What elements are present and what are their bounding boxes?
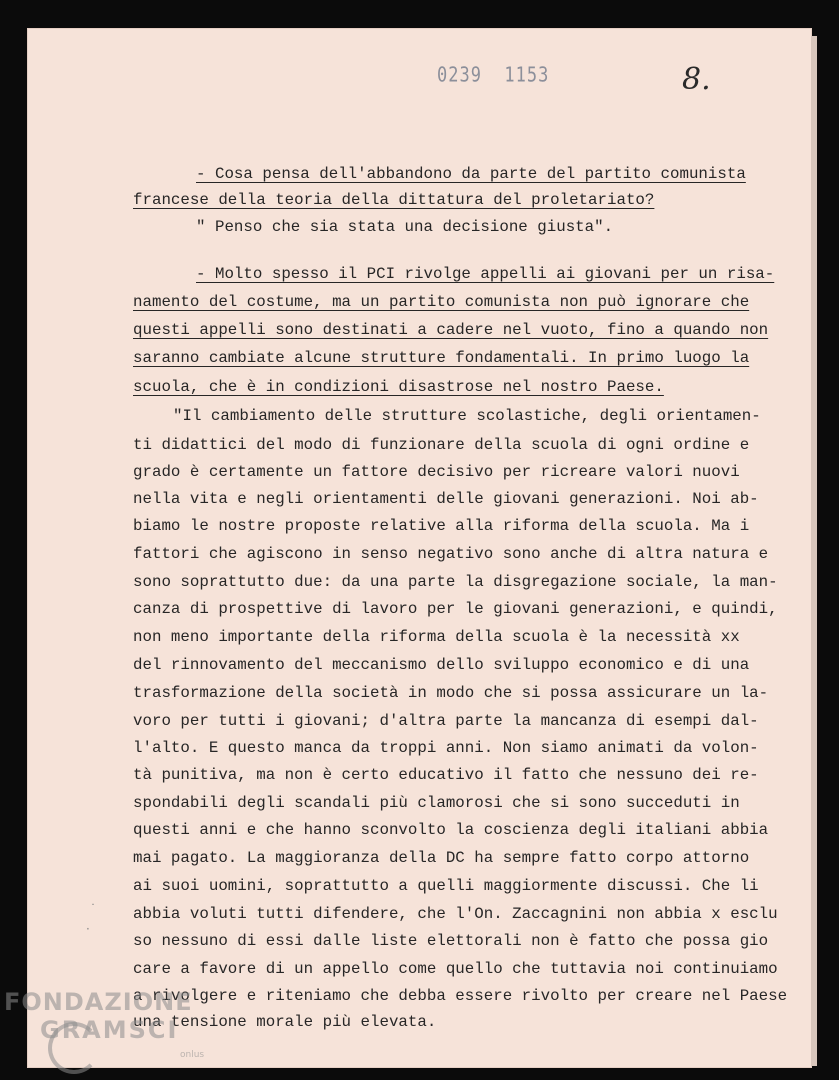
text-line: ti didattici del modo di funzionare della scuola di ogni ordine e xyxy=(133,436,750,454)
text-line: a rivolgere e riteniamo che debba essere rivolto per creare nel Paese xyxy=(133,987,788,1005)
text-line: abbia voluti tutti difendere, che l'On. Zaccagnini non abbia x esclu xyxy=(133,905,778,923)
text-line: care a favore di un appello come quello che tuttavia noi continuiamo xyxy=(133,960,778,978)
text-line: - Cosa pensa dell'abbandono da parte del partito comunista xyxy=(196,165,746,183)
text-line: trasformazione della società in modo che si possa assicurare un la- xyxy=(133,684,769,702)
text-line: ai suoi uomini, soprattutto a quelli maggiormente discussi. Che li xyxy=(133,877,759,895)
text-line: " Penso che sia stata una decisione giusta". xyxy=(196,218,614,236)
text-line: non meno importante della riforma della scuola è la necessità xx xyxy=(133,628,740,646)
text-line: sono soprattutto due: da una parte la disgregazione sociale, la man- xyxy=(133,573,778,591)
text-line: voro per tutti i giovani; d'altra parte la mancanza di esempi dal- xyxy=(133,712,759,730)
margin-pencil-mark: · xyxy=(86,922,90,936)
margin-pencil-mark: ˙ xyxy=(90,902,96,916)
text-line: grado è certamente un fattore decisivo per ricreare valori nuovi xyxy=(133,463,740,481)
text-line: canza di prospettive di lavoro per le giovani generazioni, e quindi, xyxy=(133,600,778,618)
watermark-line3: onlus xyxy=(180,1050,205,1060)
text-line: namento del costume, ma un partito comunista non può ignorare che xyxy=(133,293,750,311)
text-line: questi anni e che hanno sconvolto la coscienza degli italiani abbia xyxy=(133,821,769,839)
text-line: del rinnovamento del meccanismo dello sviluppo economico e di una xyxy=(133,656,750,674)
archive-document-number: 0239 1153 xyxy=(437,64,550,88)
text-line: spondabili degli scandali più clamorosi che si sono succeduti in xyxy=(133,794,740,812)
text-line: saranno cambiate alcune strutture fondamentali. In primo luogo la xyxy=(133,349,750,367)
text-line: "Il cambiamento delle strutture scolastiche, degli orientamen- xyxy=(173,407,761,425)
text-line: biamo le nostre proposte relative alla riforma della scuola. Ma i xyxy=(133,517,750,535)
text-line: tà punitiva, ma non è certo educativo il fatto che nessuno dei re- xyxy=(133,766,759,784)
text-line: scuola, che è in condizioni disastrose nel nostro Paese. xyxy=(133,378,664,396)
text-line: una tensione morale più elevata. xyxy=(133,1013,437,1031)
text-line: l'alto. E questo manca da troppi anni. Non siamo animati da volon- xyxy=(133,739,759,757)
text-line: mai pagato. La maggioranza della DC ha sempre fatto corpo attorno xyxy=(133,849,750,867)
page-edge-shadow xyxy=(811,36,817,1066)
text-line: fattori che agiscono in senso negativo sono anche di altra natura e xyxy=(133,545,769,563)
text-line: nella vita e negli orientamenti delle giovani generazioni. Noi ab- xyxy=(133,490,759,508)
text-line: francese della teoria della dittatura del proletariato? xyxy=(133,191,655,209)
watermark-line1: FONDAZIONE xyxy=(4,988,193,1016)
fondazione-gramsci-watermark xyxy=(4,988,214,1068)
text-line: questi appelli sono destinati a cadere nel vuoto, fino a quando non xyxy=(133,321,769,339)
watermark-line2: GRAMSCI xyxy=(40,1016,179,1044)
text-line: so nessuno di essi dalle liste elettorali non è fatto che possa gio xyxy=(133,932,769,950)
text-line: - Molto spesso il PCI rivolge appelli ai giovani per un risa- xyxy=(196,265,775,283)
handwritten-page-number: 8. xyxy=(682,62,711,97)
